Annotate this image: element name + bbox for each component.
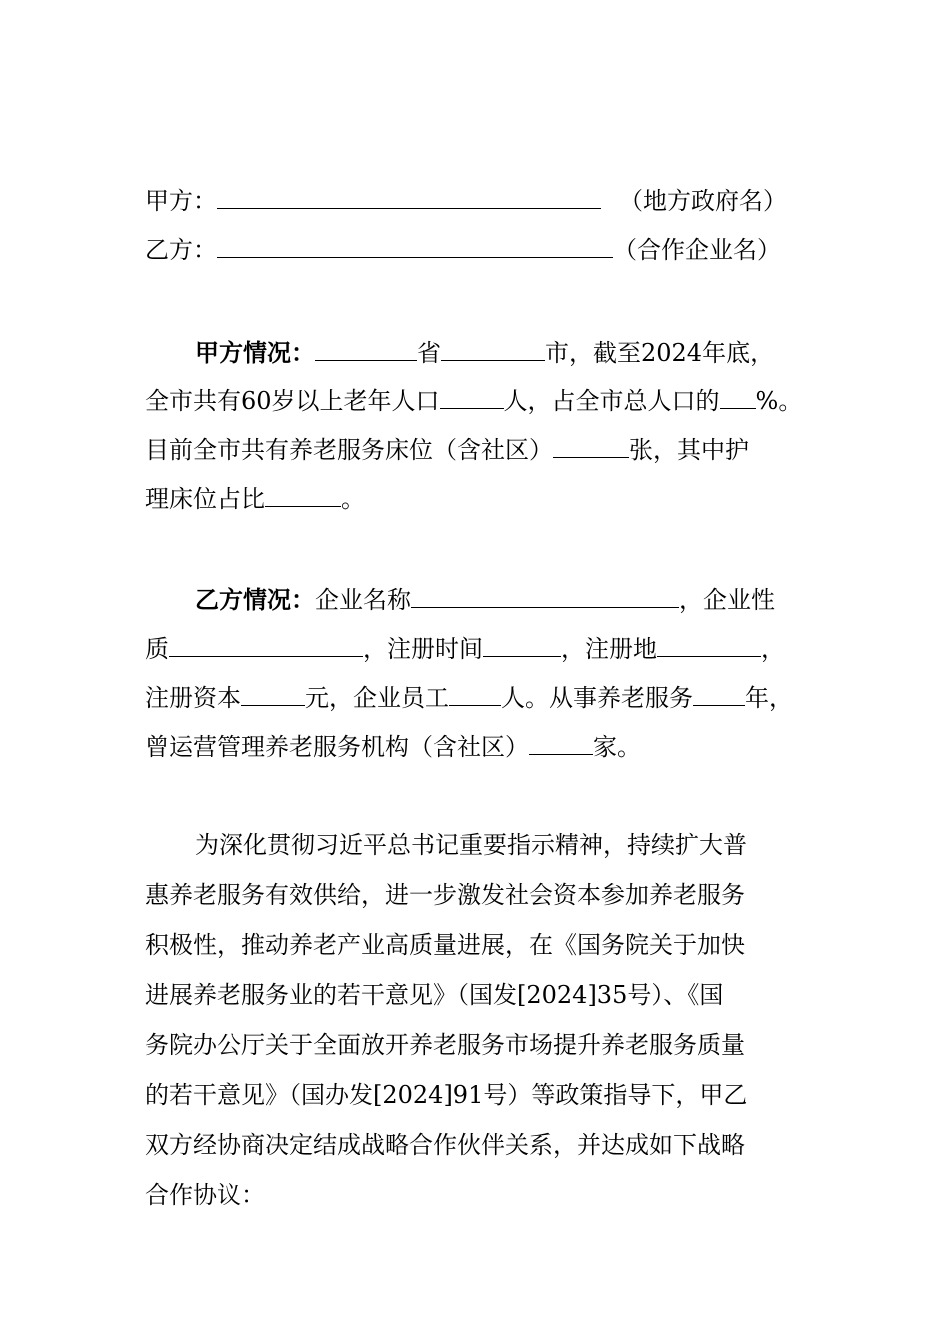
institutions-label: 曾运营管理养老服务机构（含社区） (145, 733, 529, 761)
party-a-label: 甲方： (145, 187, 217, 215)
preamble-line-3: 积极性，推动养老产业高质量进展，在《国务院关于加快 (145, 931, 745, 959)
capital-blank (241, 683, 305, 706)
years-label: 人。从事养老服务 (501, 684, 693, 712)
situation-b-line-3 (145, 683, 815, 713)
situation-b-heading: 乙方情况： (195, 585, 315, 614)
party-a-line (145, 186, 815, 216)
elderly-population-blank (440, 386, 504, 409)
city-text: 市，截至2024年底， (545, 339, 775, 367)
institutions-suffix: 家。 (593, 733, 641, 761)
company-name-label: 企业名称 (315, 586, 411, 614)
situation-a-line-2 (145, 386, 815, 416)
percent-text: %。 (755, 387, 803, 415)
company-type-label: ，企业性 (679, 586, 775, 614)
years-suffix: 年， (745, 684, 793, 712)
staff-label: 元，企业员工 (305, 684, 449, 712)
registration-date-label: ，注册时间 (363, 635, 483, 663)
registration-date-blank (483, 634, 561, 657)
party-b-note: （合作企业名） (613, 236, 781, 264)
elderly-ratio-blank (720, 386, 756, 409)
preamble-line-8: 合作协议： (145, 1181, 265, 1209)
period-text: 。 (341, 485, 365, 513)
company-type-blank (169, 634, 363, 657)
elderly-population-label: 全市共有60岁以上老年人口 (145, 387, 440, 415)
situation-b-line-4 (145, 732, 815, 762)
situation-a-line-1 (195, 338, 865, 368)
situation-a-line-3 (145, 435, 815, 465)
registration-place-label: ，注册地 (561, 635, 657, 663)
party-b-blank (217, 235, 613, 258)
province-blank (315, 338, 417, 361)
nursing-ratio-label: 理床位占比 (145, 485, 265, 513)
city-blank (441, 338, 545, 361)
years-blank (693, 683, 745, 706)
preamble-line-5: 务院办公厅关于全面放开养老服务市场提升养老服务质量 (145, 1031, 745, 1059)
company-name-blank (411, 585, 679, 608)
beds-label: 目前全市共有养老服务床位（含社区） (145, 436, 553, 464)
nursing-ratio-blank (265, 484, 341, 507)
institutions-blank (529, 732, 593, 755)
situation-a-heading: 甲方情况： (195, 338, 315, 367)
preamble-line-6: 的若干意见》（国办发[2024]91号）等政策指导下，甲乙 (145, 1081, 748, 1109)
preamble-line-1: 为深化贯彻习近平总书记重要指示精神，持续扩大普 (195, 831, 747, 859)
preamble-line-4: 进展养老服务业的若干意见》（国发[2024]35号）、《国 (145, 981, 724, 1009)
situation-b-line-2 (145, 634, 815, 664)
party-a-note: （地方政府名） (619, 187, 787, 215)
staff-blank (449, 683, 501, 706)
situation-a-line-4 (145, 484, 815, 514)
party-b-label: 乙方： (145, 236, 217, 264)
comma-text: ， (761, 635, 785, 663)
party-b-line (145, 235, 815, 265)
preamble-line-2: 惠养老服务有效供给，进一步激发社会资本参加养老服务 (145, 881, 745, 909)
beds-suffix: 张，其中护 (629, 436, 749, 464)
province-text: 省 (417, 339, 441, 367)
beds-blank (553, 435, 629, 458)
party-a-blank (217, 186, 601, 209)
company-type-label-cont: 质 (145, 635, 169, 663)
situation-b-line-1 (195, 585, 865, 615)
registration-place-blank (657, 634, 761, 657)
elderly-ratio-label: 人，占全市总人口的 (503, 387, 720, 415)
preamble-line-7: 双方经协商决定结成战略合作伙伴关系，并达成如下战略 (145, 1131, 745, 1159)
capital-label: 注册资本 (145, 684, 241, 712)
